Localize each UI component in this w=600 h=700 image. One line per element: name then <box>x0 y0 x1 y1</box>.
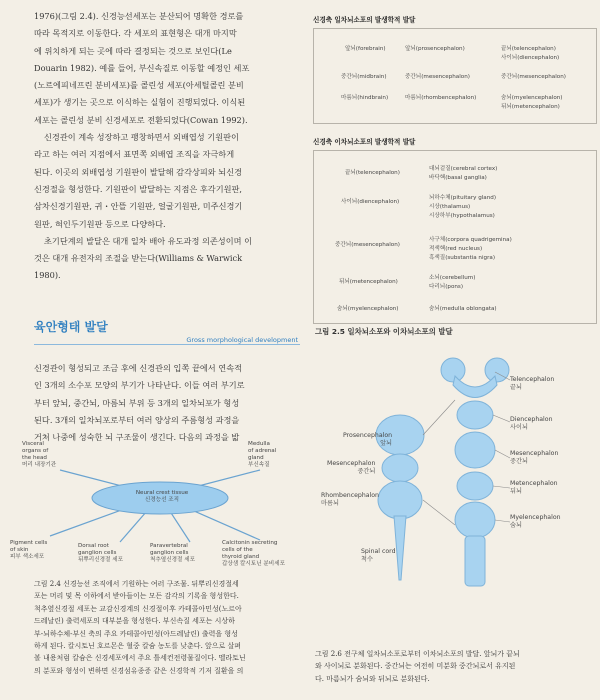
table2-g3-i3: 흑색질(substantia nigra) <box>429 255 495 261</box>
label-paravertebral <box>150 543 220 564</box>
table1-r1c4: 사이뇌(diencephalon) <box>501 55 560 61</box>
paragraph-4 <box>34 360 296 446</box>
label-mesencephalon-r <box>510 450 558 466</box>
label-line: Myelencephalon <box>510 514 561 521</box>
table2-g3-i2: 적색핵(red nucleus) <box>429 246 483 252</box>
table1-r2c1: 중간뇌(midbrain) <box>341 74 387 80</box>
label-line: 갑상샘 칼시토닌 분비세포 <box>222 561 285 567</box>
label-visceral <box>22 441 82 469</box>
text-line: 원판, 혀인두기원판 등으로 다양하다. <box>34 218 166 229</box>
label-line: Mesencephalon <box>510 450 559 457</box>
text-line: 라고 하는 여러 지점에서 표면쪽 외배엽 조직을 자극하게 <box>34 149 235 160</box>
text-line: 된다. 3개의 일차뇌포로부터 여러 양상의 주름형성 과정을 <box>34 414 240 425</box>
caption-line: 그림 2.6 전구체 일차뇌소포로부터 이차뇌소포의 발달. 앞뇌가 끝뇌 <box>315 650 520 658</box>
label-calcitonin <box>222 540 300 568</box>
caption-line: 그림 2.4 신경능선 조직에서 기원하는 여러 구조물. 뒤뿌리신경절세 <box>34 580 239 588</box>
figure-2-6-caption <box>315 648 598 685</box>
label-line: 부신속질 <box>248 462 270 468</box>
table2-g3-i1: 사구체(corpora quadrigemina) <box>429 237 512 243</box>
caption-line: 볼 내용처럼 칼슘은 신경세포에서 주요 틀세컨전령물질이다. 멜라토닌 <box>34 654 246 663</box>
label-line: Dorsal root <box>78 543 109 549</box>
label-line: Spinal cord <box>361 548 396 555</box>
label-line: Mesencephalon <box>327 460 376 467</box>
label-line: 중간뇌 <box>357 468 376 475</box>
label-line: 숨뇌 <box>510 522 522 529</box>
label-line: Rhombencephalon <box>321 492 379 499</box>
label-line: thyroid gland <box>222 554 260 560</box>
text-line: 1980). <box>34 270 61 281</box>
neural-crest-en: Neural crest tissue <box>135 490 189 496</box>
table2-g3-left: 중간뇌(mesencephalon) <box>335 242 400 248</box>
text-line: 삼차신경기원판, 귀・안뜰 기원판, 얼굴기원판, 미주신경기 <box>34 201 243 212</box>
table2-g5-left: 숨뇌(myelencephalon) <box>337 306 399 312</box>
diencephalon-vesicle <box>457 401 493 429</box>
table1-r2c2: 중간뇌(mesencephalon) <box>405 74 470 80</box>
rhombencephalon-vesicle <box>378 481 422 519</box>
table2-title: 신경축 이차뇌소포의 발생학적 발달 <box>313 138 416 146</box>
label-line: ganglion cells <box>78 550 117 556</box>
text-line: 에 위치하게 되는 곳에 따라 결정되는 것으로 보인다(Le <box>34 45 232 56</box>
text-line: Douarin 1982). 예를 들어, 부신속질로 이동할 예정인 세포 <box>34 62 250 73</box>
label-line: 머리 내장기관 <box>22 462 57 468</box>
caption-line: 포는 머리 및 목 이하에서 받아들이는 모든 감각의 기록을 형성한다. <box>34 592 239 601</box>
text-line: 1976)(그림 2.4). 신경능선세포는 분산되어 명확한 경로를 <box>34 11 244 21</box>
text-line: 된다. 이곳의 외배엽성 기원판이 발달해 감각상피와 뇌신경 <box>34 166 243 177</box>
label-rhombencephalon <box>321 492 379 508</box>
telencephalon-left-lobe <box>441 358 465 382</box>
text-line: 신경관이 형성되고 조금 후에 신경관의 입쪽 끝에서 연속적 <box>34 363 243 373</box>
text-line: 신경관이 계속 성장하고 팽창하면서 외배엽성 기원판이 <box>44 132 239 143</box>
label-line: Telencephalon <box>510 376 555 383</box>
table1-r3c1: 마름뇌(hindbrain) <box>341 95 389 101</box>
section-subtitle: Gross morphological development <box>186 336 298 344</box>
label-dorsal-root <box>78 543 148 564</box>
myelencephalon-vesicle <box>455 502 495 538</box>
label-line: ganglion cells <box>150 550 189 556</box>
table1-r1c3: 끝뇌(telencephalon) <box>501 46 556 52</box>
mesencephalon-vesicle-2 <box>455 432 495 468</box>
table1-r1c1: 앞뇌(forebrain) <box>345 46 386 52</box>
table2-g4-i2: 다리뇌(pons) <box>429 284 464 290</box>
table1-r2c3: 중간뇌(mesencephalon) <box>501 74 566 80</box>
label-prosencephalon <box>343 432 392 448</box>
text-line: 것은 대개 유전자의 조절을 받는다(Williams & Warwick <box>34 253 243 264</box>
section-title: 육안형태 발달 <box>34 320 108 334</box>
label-myelencephalon <box>510 514 561 530</box>
label-line: 뒤뿌리신경절 세포 <box>78 557 124 563</box>
caption-line: 의 분포와 형성이 변하면 신경섬유종증 같은 신경학적 기저 질환을 의 <box>34 666 244 675</box>
paragraph-1 <box>34 8 296 285</box>
label-line: 사이뇌 <box>510 424 528 431</box>
label-line: of adrenal <box>248 448 277 454</box>
caption-line: 부-뇌하수체-부신 축의 주요 카테콜아민성(아드레날린) 출력을 형성 <box>34 629 238 638</box>
label-spinal-cord <box>361 548 396 564</box>
text-line: 세포)가 생기는 곳으로 이식하는 실험이 진행되었다. 이식된 <box>34 97 246 108</box>
caption-line: 척추옆신경절 세포는 교감신경계의 신경절이후 카테콜아민성(노르아 <box>34 604 242 613</box>
label-line: Metencephalon <box>510 480 558 487</box>
table2-g4-i1: 소뇌(cerebellum) <box>429 275 476 281</box>
table2-g1-left: 끝뇌(telencephalon) <box>345 170 400 176</box>
neural-crest-label <box>116 490 208 504</box>
text-line: 초기단계의 발달은 대개 일차 배아 유도과정 의존성이며 이 <box>44 235 253 246</box>
label-line: 앞뇌 <box>380 440 393 447</box>
text-line: 인 3개의 소수포 모양의 부기가 나타난다. 이들 여러 부기로 <box>34 380 245 391</box>
table2-g1-i1: 대뇌겉질(cerebral cortex) <box>429 166 498 172</box>
label-line: gland <box>248 455 264 461</box>
neural-crest-ko: 신경능선 조직 <box>144 497 180 503</box>
right-column <box>305 0 600 700</box>
label-line: Medulla <box>248 441 270 447</box>
label-pigment <box>10 540 70 561</box>
label-line: 뒤뇌 <box>510 488 522 495</box>
label-mesencephalon-l <box>327 460 375 476</box>
table1-r3c2: 마름뇌(rhombencephalon) <box>405 95 477 101</box>
table2-g2-i3: 시상하부(hypothalamus) <box>429 213 495 219</box>
table1-r3c4: 뒤뇌(metencephalon) <box>501 104 560 110</box>
label-line: 마름뇌 <box>321 500 339 507</box>
text-line: 신경절을 형성한다. 기원판이 발달하는 지점은 후각기원판, <box>34 183 243 194</box>
table2-g5-i1: 숨뇌(medulla oblongata) <box>429 306 497 312</box>
table2-g2-left: 사이뇌(diencephalon) <box>341 199 400 205</box>
table2-g2-i2: 시상(thalamus) <box>429 204 471 210</box>
section-heading <box>10 312 300 352</box>
table1-r3c3: 숨뇌(myelencephalon) <box>501 95 563 101</box>
label-telencephalon <box>510 376 554 392</box>
label-metencephalon <box>510 480 558 496</box>
figure-2-4-caption <box>34 578 298 677</box>
table2-g4-left: 뒤뇌(metencephalon) <box>339 279 398 285</box>
caption-line: 와 사이뇌로 분화된다. 중간뇌는 여전히 미분화 중간뇌로서 유지된 <box>315 662 516 671</box>
label-line: cells of the <box>222 547 253 553</box>
label-line: 척수 <box>361 556 373 563</box>
label-line: Calcitonin secreting <box>222 540 278 546</box>
label-line: organs of <box>22 448 49 454</box>
label-line: Pigment cells <box>10 540 48 546</box>
caption-line: 하게 된다. 칼시토닌 호르몬은 혈중 칼슘 농도를 낮춘다. 앞으로 살펴 <box>34 642 242 651</box>
telencephalon-right-lobe <box>485 358 509 382</box>
label-diencephalon <box>510 416 553 432</box>
label-line: Diencephalon <box>510 416 553 423</box>
spinal-cord-right <box>465 536 485 586</box>
text-line: 세포는 콜린성 분비 신경세포로 전환되었다(Cowan 1992). <box>34 114 248 125</box>
figure-2-5-caption: 그림 2.5 일차뇌소포와 이차뇌소포의 발달 <box>315 327 453 336</box>
text-line: 거쳐 나중에 성숙한 뇌 구조물이 생긴다. 다음의 과정을 밟 <box>34 432 240 443</box>
caption-line: 다. 마름뇌가 숨뇌와 뒤뇌로 분화된다. <box>315 674 430 683</box>
label-line: the head <box>22 455 47 461</box>
label-line: Visceral <box>22 441 44 447</box>
table2-g2-i1: 뇌하수체(pituitary gland) <box>429 195 497 201</box>
text-line: (노르에피네프린 분비세포)를 콜린성 세포(아세틸콜린 분비 <box>34 80 244 91</box>
text-line: 부터 앞뇌, 중간뇌, 마름뇌 부위 등 3개의 일차뇌포가 형성 <box>34 397 240 408</box>
label-line: Paravertebral <box>150 543 188 549</box>
label-line: of skin <box>10 547 29 553</box>
mesencephalon-vesicle <box>382 454 418 482</box>
table1-title: 신경축 일차뇌소포의 발생학적 발달 <box>313 16 416 24</box>
label-line: 끝뇌 <box>510 384 522 391</box>
section-rule <box>34 344 300 345</box>
label-line: 척추옆신경절 세포 <box>150 557 196 563</box>
label-medulla <box>248 441 298 469</box>
metencephalon-vesicle <box>457 472 493 500</box>
label-line: 피부 색소세포 <box>10 554 45 560</box>
table1-r1c2: 앞뇌(prosencephalon) <box>405 46 465 52</box>
text-line: 따라 목적지로 이동한다. 각 세포의 표현형은 대개 마지막 <box>34 28 237 39</box>
table2-g1-i2: 바닥핵(basal ganglia) <box>429 175 487 181</box>
label-line: 중간뇌 <box>510 458 528 465</box>
label-line: Prosencephalon <box>343 432 393 439</box>
caption-line: 드레날린) 출력세포의 대부분을 형성한다. 부신속질 세포는 시상하 <box>34 617 235 626</box>
